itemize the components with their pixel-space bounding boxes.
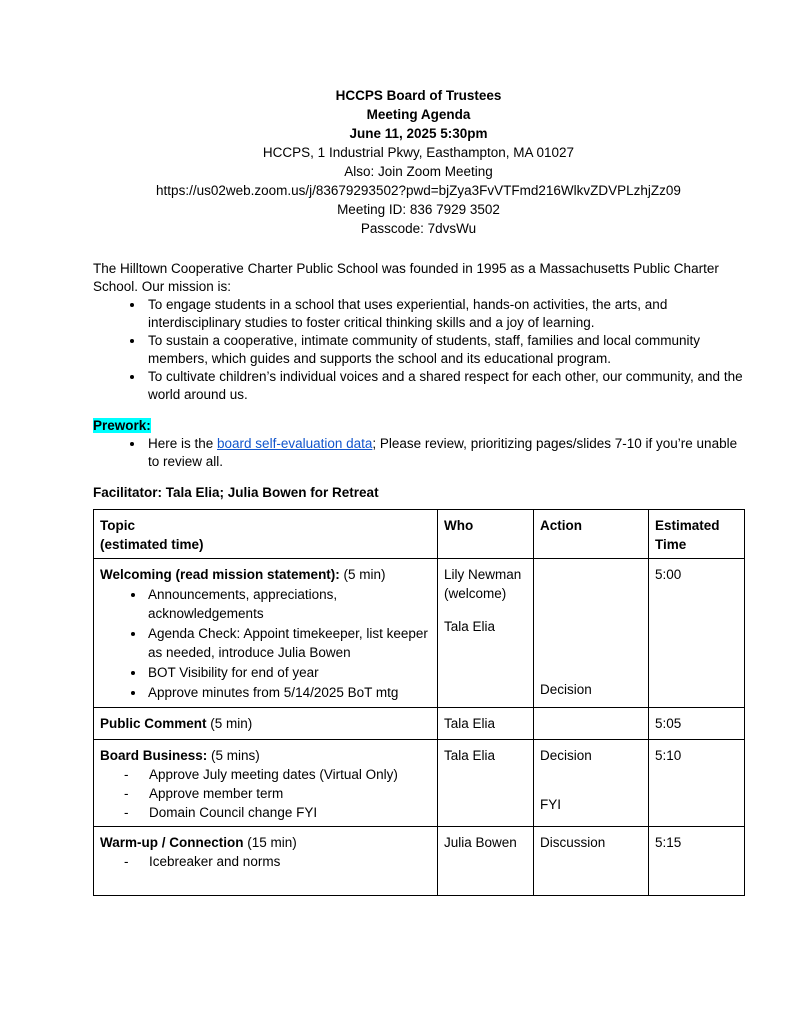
time-cell: 5:05 — [649, 708, 745, 740]
action-cell — [534, 559, 649, 708]
action-cell — [534, 708, 649, 740]
topic-title-bold: Public Comment — [100, 716, 207, 731]
time-cell: 5:00 — [649, 559, 745, 708]
topic-title-bold: Warm-up / Connection — [100, 835, 244, 850]
topic-cell — [94, 740, 438, 827]
topic-title-duration: (15 min) — [243, 835, 297, 850]
column-header-topic-sublabel: (estimated time) — [100, 537, 204, 552]
topic-title-bold: Welcoming (read mission statement): — [100, 567, 340, 582]
mission-bullet-list — [93, 296, 744, 404]
doc-datetime: June 11, 2025 5:30pm — [349, 126, 488, 141]
topic-dash-text: Approve member term — [149, 786, 284, 801]
mission-bullet: • To sustain a cooperative, intimate community of students, staff, families and local community members, which guides and supports the school and its educational program. — [145, 332, 744, 368]
prework-heading — [93, 417, 744, 435]
column-header-topic-label: Topic — [100, 518, 135, 533]
dash-marker: - — [124, 767, 129, 782]
who-name: Tala Elia — [444, 619, 496, 634]
topic-dash-text: Approve July meeting dates (Virtual Only) — [149, 767, 398, 782]
topic-dash-item — [100, 803, 431, 822]
prework-section — [93, 417, 744, 471]
mission-intro-text: The Hilltown Cooperative Charter Public School was founded in 1995 as a Massachusetts Public Charter School. Our mission is: — [93, 261, 719, 294]
topic-title-duration: (5 min) — [206, 716, 253, 731]
time-cell: 5:15 — [649, 827, 745, 896]
action-value: Decision — [540, 682, 592, 697]
who-cell: Julia Bowen — [438, 827, 534, 896]
document-header — [93, 86, 744, 238]
prework-text-before-link: Here is the — [148, 436, 218, 451]
agenda-header-row — [94, 510, 745, 559]
meeting-passcode: Passcode: 7dvsWu — [360, 221, 477, 236]
topic-bullet: • BOT Visibility for end of year — [146, 663, 431, 682]
topic-bullet: • Announcements, appreciations, acknowledgements — [146, 585, 431, 623]
topic-bullet-list — [100, 585, 431, 702]
topic-title — [100, 714, 431, 733]
doc-location: HCCPS, 1 Industrial Pkwy, Easthampton, MA 01027 — [262, 145, 575, 160]
prework-bullet-list — [93, 435, 744, 471]
column-header-topic — [94, 510, 438, 559]
doc-title: HCCPS Board of Trustees — [335, 88, 502, 103]
time-cell: 5:10 — [649, 740, 745, 827]
prework-text-after-link: ; Please review, prioritizing pages/slides 7-10 if you’re unable to review all. — [148, 436, 738, 469]
topic-dash-text: Domain Council change FYI — [149, 805, 318, 820]
topic-cell — [94, 559, 438, 708]
who-cell: Tala Elia — [438, 708, 534, 740]
action-value: FYI — [540, 797, 562, 812]
action-value: Decision — [540, 748, 592, 763]
topic-bullet: • Agenda Check: Appoint timekeeper, list keeper as needed, introduce Julia Bowen — [146, 624, 431, 662]
prework-bullet — [145, 435, 744, 471]
who-name: Lily Newman (welcome) — [444, 567, 522, 601]
agenda-row-welcoming — [94, 559, 745, 708]
topic-dash-item — [100, 784, 431, 803]
topic-cell — [94, 708, 438, 740]
dash-marker: - — [124, 786, 129, 801]
action-cell — [534, 740, 649, 827]
zoom-meeting-url: https://us02web.zoom.us/j/83679293502?pwd=bjZya3FvVTFmd216WlkvZDVPLzhjZz09 — [156, 183, 681, 198]
mission-bullet: • To engage students in a school that uses experiential, hands-on activities, the arts, and interdisciplinary studies to foster critical thinking skills and a joy of learning. — [145, 296, 744, 332]
facilitator-line: Facilitator: Tala Elia; Julia Bowen for Retreat — [93, 485, 379, 500]
prework-label-highlight: Prework: — [93, 418, 151, 433]
who-cell: Tala Elia — [438, 740, 534, 827]
topic-dash-item — [100, 852, 431, 871]
doc-subtitle: Meeting Agenda — [366, 107, 471, 122]
board-self-evaluation-link[interactable]: board self-evaluation data — [217, 436, 373, 451]
agenda-row-public-comment — [94, 708, 745, 740]
column-header-action: Action — [534, 510, 649, 559]
topic-title — [100, 833, 431, 852]
column-header-estimated-time: Estimated Time — [649, 510, 745, 559]
dash-marker: - — [124, 854, 129, 869]
mission-section — [93, 260, 744, 404]
meeting-id: Meeting ID: 836 7929 3502 — [337, 202, 500, 217]
topic-title-duration: (5 min) — [339, 567, 386, 582]
topic-dash-text: Icebreaker and norms — [149, 854, 281, 869]
agenda-row-board-business — [94, 740, 745, 827]
zoom-meeting-label: Also: Join Zoom Meeting — [344, 164, 493, 179]
topic-title — [100, 746, 431, 765]
agenda-row-warm-up — [94, 827, 745, 896]
topic-bullet: • Approve minutes from 5/14/2025 BoT mtg — [146, 683, 431, 702]
who-cell — [438, 559, 534, 708]
column-header-who: Who — [438, 510, 534, 559]
action-cell: Discussion — [534, 827, 649, 896]
topic-dash-item — [100, 765, 431, 784]
topic-title-duration: (5 mins) — [207, 748, 260, 763]
topic-title-bold: Board Business: — [100, 748, 208, 763]
topic-cell — [94, 827, 438, 896]
topic-title — [100, 565, 431, 584]
agenda-table — [93, 509, 745, 896]
mission-bullet: • To cultivate children’s individual voices and a shared respect for each other, our community, and the world around us. — [145, 368, 744, 404]
dash-marker: - — [124, 805, 129, 820]
